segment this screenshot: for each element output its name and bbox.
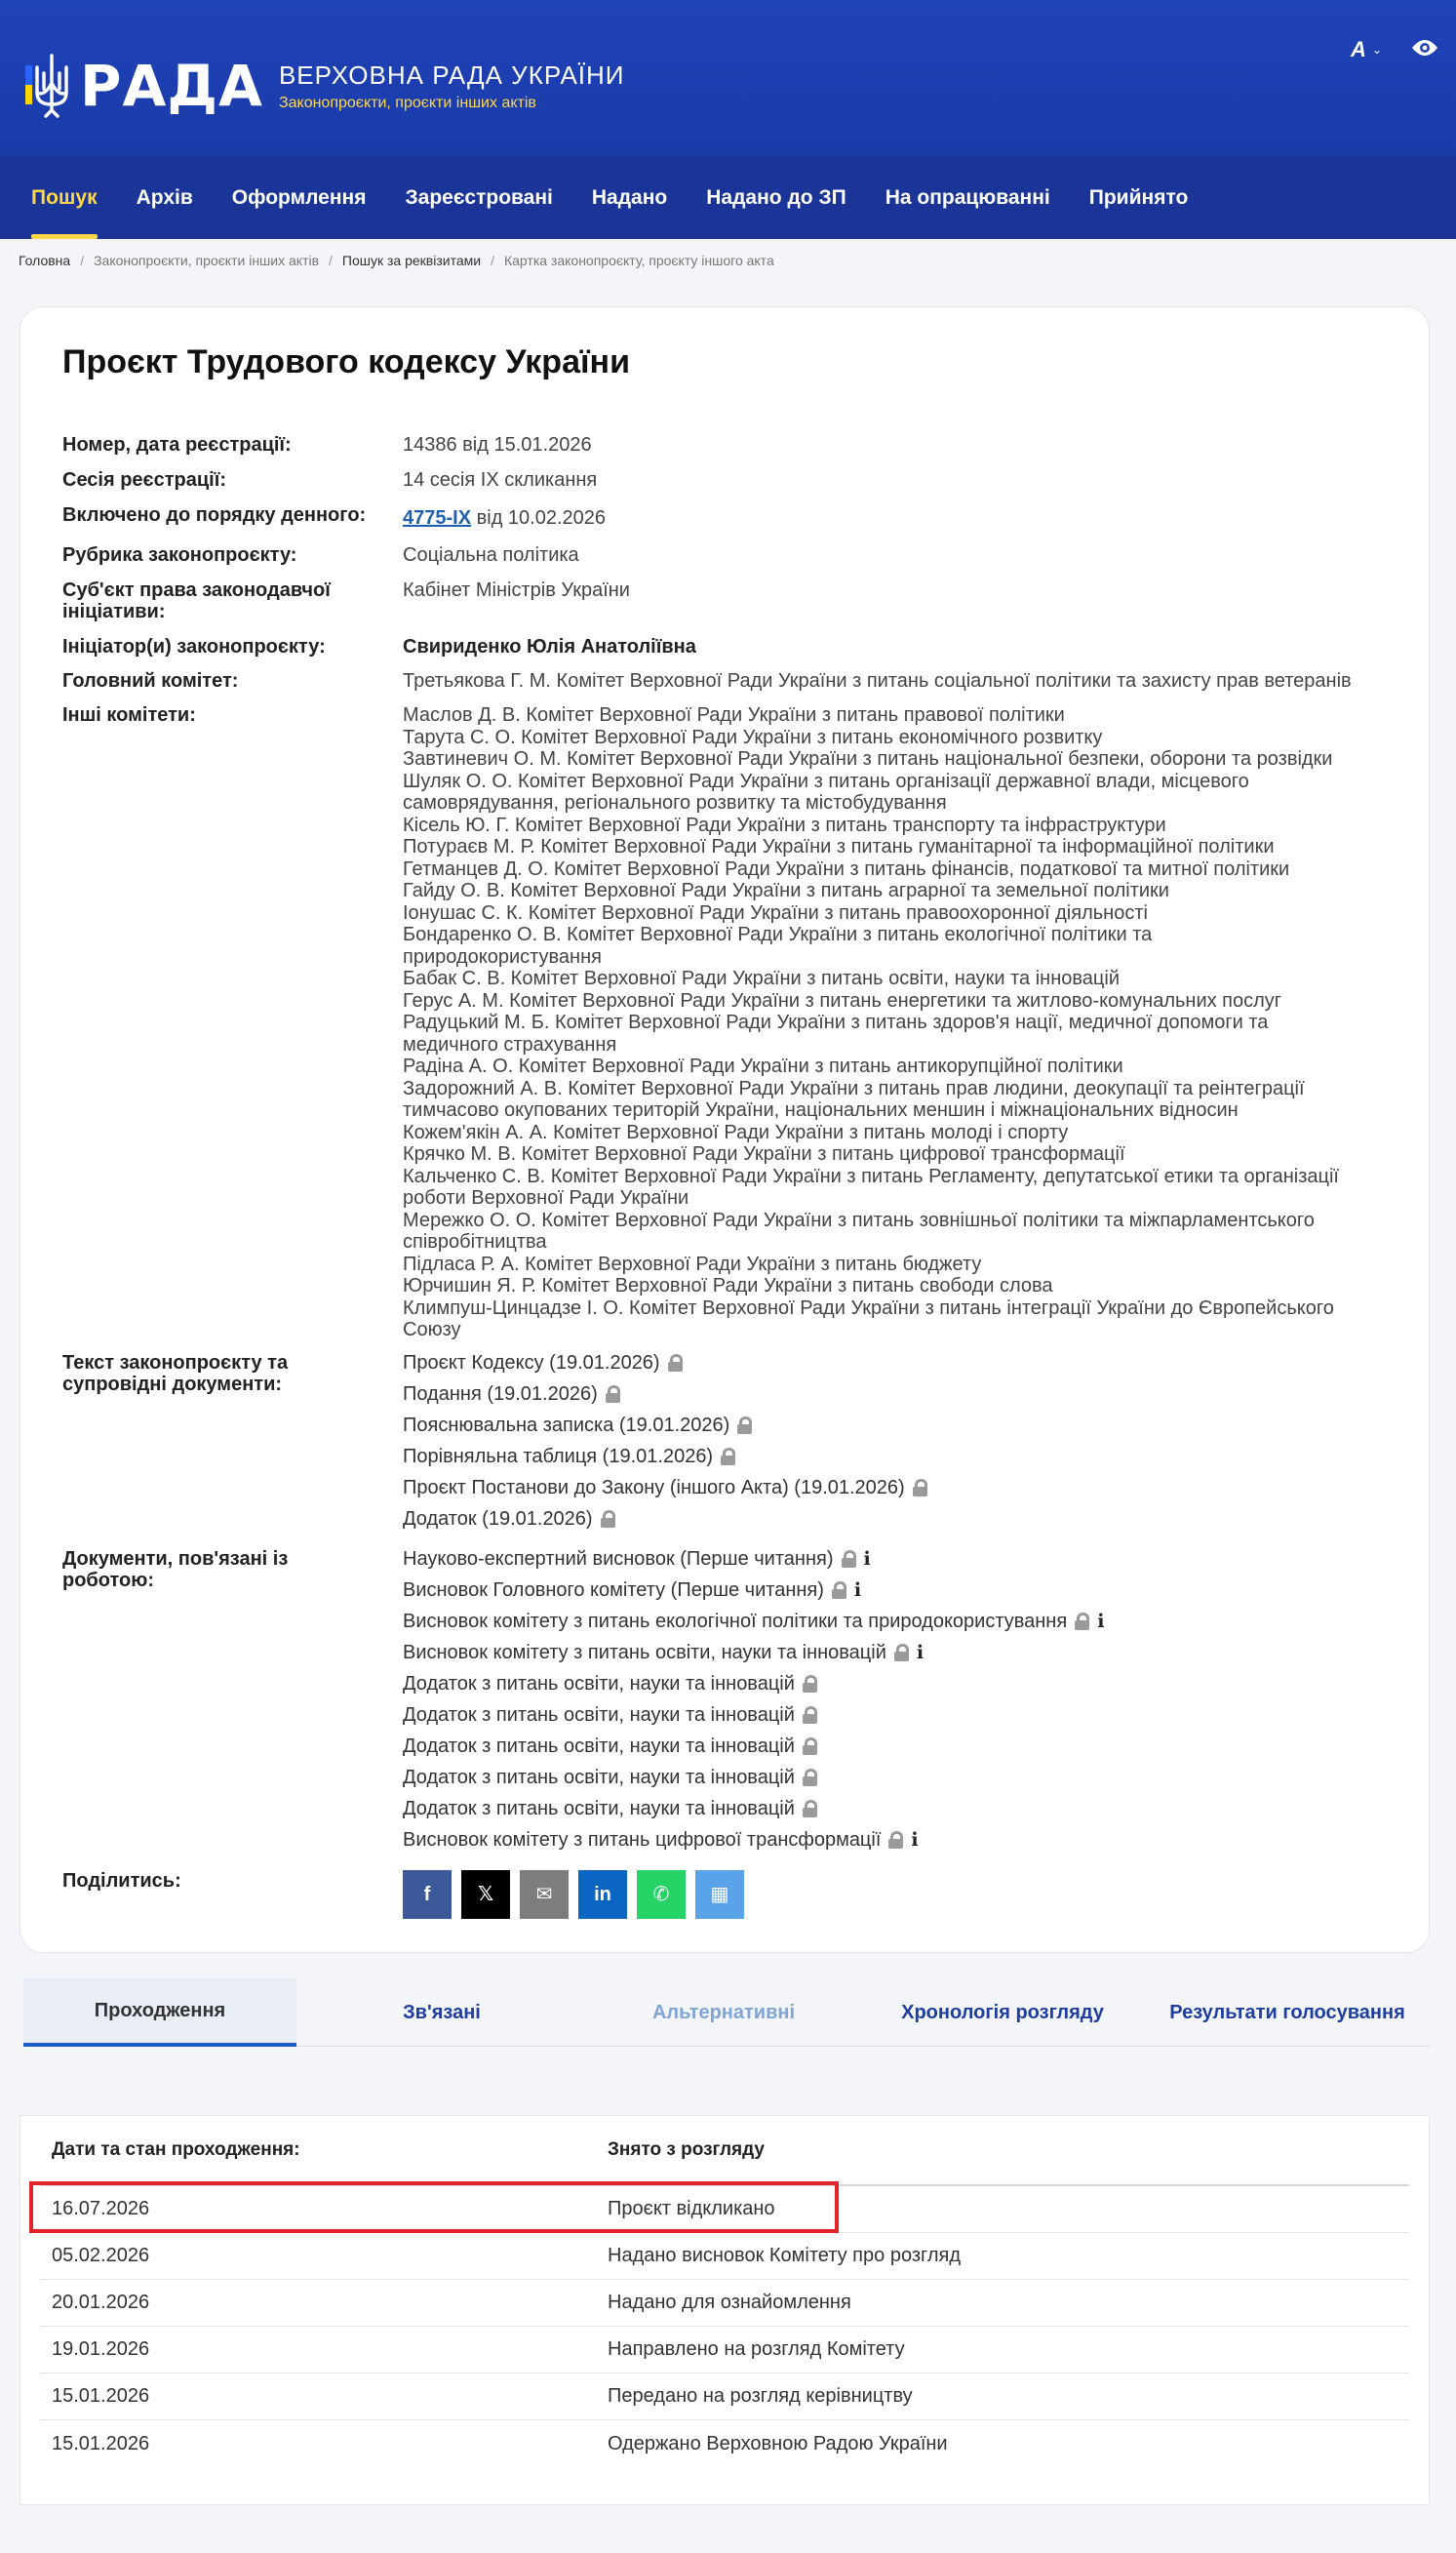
site-logo[interactable]	[25, 54, 624, 118]
row-status: Надано висновок Комітету про розгляд	[608, 2245, 962, 2266]
doc-link-label: Пояснювальна записка (19.01.2026)	[403, 1415, 730, 1436]
bill-card	[20, 306, 1430, 1953]
doc-link[interactable]	[403, 1347, 1407, 1378]
row-status: Направлено на розгляд Комітету	[608, 2338, 905, 2360]
row-date: 15.01.2026	[52, 2432, 150, 2454]
session-row	[62, 469, 1407, 491]
row-date: 15.01.2026	[52, 2385, 150, 2407]
row-date: 16.07.2026	[52, 2198, 150, 2219]
main-committee-label: Головний комітет:	[62, 670, 239, 692]
committee-line: Підласа Р. А. Комітет Верховної Ради України з питань бюджету	[403, 1253, 982, 1275]
header-tools	[1351, 37, 1438, 62]
reg-value: 14386 від 15.01.2026	[403, 434, 592, 456]
breadcrumb-search[interactable]: Пошук за реквізитами	[341, 253, 482, 268]
info-icon[interactable]: i	[1097, 1611, 1105, 1632]
committee-line: природокористування	[403, 945, 602, 968]
committee-line: Шуляк О. О. Комітет Верховної Ради України з питань організації державної влади, місцевого	[403, 770, 1249, 792]
doc-link-label: Додаток (19.01.2026)	[403, 1508, 593, 1530]
doc-link[interactable]	[403, 1472, 1407, 1503]
info-icon[interactable]: i	[853, 1579, 862, 1601]
share-buttons	[403, 1870, 1407, 1919]
lock-icon	[894, 1644, 909, 1661]
work-doc-label: Додаток з питань освіти, науки та інновацій	[403, 1735, 795, 1757]
breadcrumb-separator: /	[329, 253, 333, 268]
nav-item-registered[interactable]: Зареєстровані	[405, 186, 553, 209]
other-committees-row	[62, 704, 1407, 1341]
lock-icon	[832, 1581, 846, 1599]
table-row	[40, 2373, 1409, 2420]
table-header-dates: Дати та стан проходження:	[52, 2139, 300, 2160]
site-subtitle: Законопроєкти, проєкти інших актів	[278, 94, 536, 111]
work-doc-label: Додаток з питань освіти, науки та інновацій	[403, 1767, 795, 1788]
bill-tabs	[23, 1978, 1430, 2047]
site-title: ВЕРХОВНА РАДА УКРАЇНИ	[278, 60, 625, 90]
info-icon[interactable]: i	[911, 1829, 919, 1851]
table-row	[40, 2327, 1409, 2373]
passage-table	[20, 2115, 1430, 2505]
committee-line: Кальченко С. В. Комітет Верховної Ради України з питань Регламенту, депутатської етики та організації	[403, 1165, 1339, 1187]
work-doc-link[interactable]	[403, 1824, 1407, 1855]
work-doc-label: Додаток з питань освіти, науки та інновацій	[403, 1673, 795, 1695]
subject-value: Кабінет Міністрів України	[403, 579, 630, 601]
committee-line: самоврядування, регіонального розвитку та містобудування	[403, 792, 947, 814]
committee-line: Климпуш-Цинцадзе І. О. Комітет Верховної Ради України з питань інтеграції України до Європейського	[403, 1296, 1334, 1319]
lock-icon	[668, 1354, 683, 1372]
tab-alternative: Альтернативні	[651, 2001, 796, 2023]
linkedin-icon[interactable]: in	[578, 1870, 627, 1919]
committee-line: медичного страхування	[403, 1033, 617, 1056]
table-row	[40, 2233, 1409, 2280]
texts-list	[403, 1347, 1407, 1535]
committee-line: Маслов Д. В. Комітет Верховної Ради України з питань правової політики	[403, 704, 1065, 726]
lock-icon	[803, 1706, 817, 1724]
doc-link[interactable]	[403, 1378, 1407, 1410]
other-committees-label: Інші комітети:	[62, 704, 196, 726]
work-doc-link[interactable]	[403, 1575, 1407, 1606]
doc-link-label: Подання (19.01.2026)	[403, 1383, 598, 1405]
logo-word: РАДА	[80, 53, 263, 119]
breadcrumb-home[interactable]: Головна	[19, 253, 71, 268]
committee-line: Потураєв М. Р. Комітет Верховної Ради України з питань гуманітарної та інформаційної політики	[403, 836, 1275, 858]
table-row	[40, 2186, 1409, 2233]
nav-item-in-processing[interactable]: На опрацюванні	[885, 186, 1050, 209]
work-doc-label: Висновок комітету з питань цифрової трансформації	[403, 1829, 882, 1851]
doc-link[interactable]	[403, 1503, 1407, 1535]
committee-line: Тарута С. О. Комітет Верховної Ради України з питань економічного розвитку	[403, 726, 1103, 748]
font-size-label: A	[1351, 37, 1366, 61]
work-docs-list	[403, 1543, 1407, 1855]
main-committee-value: Третьякова Г. М. Комітет Верховної Ради України з питань соціальної політики та захисту прав ветеранів	[403, 670, 1352, 692]
qr-code-icon[interactable]: ▦	[695, 1870, 744, 1919]
work-docs-label: Документи, пов'язані із роботою:	[62, 1548, 289, 1591]
other-committees-list	[403, 704, 1407, 1341]
work-doc-label: Висновок комітету з питань освіти, науки та інновацій	[403, 1642, 886, 1663]
committee-line: Іонушас С. К. Комітет Верховної Ради України з питань правоохоронної діяльності	[403, 901, 1148, 924]
committee-line: співробітництва	[403, 1231, 547, 1253]
initiator-value[interactable]: Свириденко Юлія Анатоліївна	[403, 636, 696, 658]
breadcrumb	[19, 253, 774, 268]
font-size-toggle[interactable]	[1351, 37, 1382, 62]
committee-line: Союзу	[403, 1319, 461, 1340]
agenda-value	[403, 504, 1407, 529]
committee-line: Радіна А. О. Комітет Верховної Ради України з питань антикорупційної політики	[403, 1056, 1123, 1077]
texts-row	[62, 1352, 1407, 1535]
share-label: Поділитись:	[62, 1870, 181, 1892]
work-doc-link[interactable]	[403, 1668, 1407, 1699]
site-header	[0, 0, 1456, 157]
row-date: 20.01.2026	[52, 2292, 150, 2313]
lock-icon	[1075, 1613, 1089, 1630]
info-icon[interactable]: i	[916, 1642, 925, 1663]
breadcrumb-bills[interactable]: Законопроєкти, проєкти інших актів	[94, 253, 320, 268]
rubric-label: Рубрика законопроєкту:	[62, 544, 297, 566]
breadcrumb-separator: /	[491, 253, 494, 268]
work-doc-label: Науково-експертний висновок (Перше читання)	[403, 1548, 834, 1570]
share-row	[62, 1870, 1407, 1919]
committee-line: Крячко М. В. Комітет Верховної Ради України з питань цифрової трансформації	[403, 1143, 1125, 1165]
work-doc-label: Додаток з питань освіти, науки та інновацій	[403, 1704, 795, 1726]
work-doc-link[interactable]	[403, 1731, 1407, 1762]
nav-item-provided-zp[interactable]: Надано до ЗП	[706, 186, 846, 209]
nav-item-formalization[interactable]: Оформлення	[231, 186, 367, 209]
committee-line: роботи Верховної Ради України	[403, 1187, 689, 1209]
lock-icon	[803, 1769, 817, 1786]
committee-line: Кісель Ю. Г. Комітет Верховної Ради України з питань транспорту та інфраструктури	[403, 814, 1166, 836]
row-status: Надано для ознайомлення	[608, 2292, 851, 2313]
tab-related[interactable]: Зв'язані	[403, 2001, 481, 2023]
email-icon[interactable]: ✉	[520, 1870, 569, 1919]
work-docs-row	[62, 1548, 1407, 1855]
session-label: Сесія реєстрації:	[62, 469, 226, 491]
rubric-value: Соціальна політика	[403, 544, 579, 566]
page-title: Проєкт Трудового кодексу України	[62, 343, 630, 380]
agenda-row	[62, 504, 1407, 529]
lock-icon	[721, 1448, 735, 1465]
lock-icon	[601, 1510, 615, 1528]
main-navigation	[0, 157, 1456, 239]
committee-line: Мережко О. О. Комітет Верховної Ради України з питань зовнішньої політики та міжпарламентського	[403, 1209, 1315, 1231]
committee-line: Радуцький М. Б. Комітет Верховної Ради України з питань здоров'я нації, медичної допомоги та	[403, 1012, 1269, 1033]
work-doc-link[interactable]	[403, 1637, 1407, 1668]
committee-line: Юрчишин Я. Р. Комітет Верховної Ради України з питань свободи слова	[403, 1275, 1053, 1296]
work-doc-link[interactable]	[403, 1606, 1407, 1637]
table-row	[40, 2280, 1409, 2327]
lock-icon	[888, 1831, 903, 1849]
work-doc-link[interactable]	[403, 1793, 1407, 1824]
work-doc-label: Висновок комітету з питань екологічної політики та природокористування	[403, 1611, 1068, 1632]
tab-passage[interactable]: Проходження	[23, 1978, 296, 2047]
committee-line: тимчасово окупованих територій України, національних меншин і міжнаціональних відносин	[403, 1099, 1239, 1121]
work-doc-label: Додаток з питань освіти, науки та інновацій	[403, 1798, 795, 1819]
breadcrumb-separator: /	[80, 253, 85, 268]
tab-voting-results[interactable]: Результати голосування	[1169, 2001, 1405, 2023]
nav-item-provided[interactable]: Надано	[591, 186, 668, 209]
lock-icon	[803, 1737, 817, 1755]
lock-icon	[737, 1416, 752, 1434]
row-date: 19.01.2026	[52, 2338, 150, 2360]
rubric-row	[62, 544, 1407, 566]
committee-line: Бондаренко О. В. Комітет Верховної Ради України з питань екологічної політики та	[403, 924, 1153, 945]
session-value: 14 сесія IX скликання	[403, 469, 598, 491]
committee-line: Бабак С. В. Комітет Верховної Ради України з питань освіти, науки та інновацій	[403, 968, 1120, 989]
reg-row	[62, 434, 1407, 456]
nav-item-archive[interactable]: Архів	[136, 186, 193, 209]
doc-link[interactable]	[403, 1410, 1407, 1441]
committee-line: Гайду О. В. Комітет Верховної Ради України з питань аграрної та земельної політики	[403, 880, 1169, 901]
info-icon[interactable]: i	[863, 1548, 871, 1570]
lock-icon	[842, 1550, 856, 1568]
facebook-icon[interactable]: f	[403, 1870, 452, 1919]
doc-link[interactable]	[403, 1441, 1407, 1472]
logo-text	[279, 60, 625, 112]
agenda-date: від 10.02.2026	[471, 507, 607, 529]
row-status: Проєкт відкликано	[608, 2198, 775, 2219]
nav-item-adopted[interactable]: Прийнято	[1088, 186, 1189, 209]
doc-link-label: Проєкт Постанови до Закону (іншого Акта) (19.01.2026)	[403, 1477, 905, 1498]
agenda-label: Включено до порядку денного:	[62, 504, 367, 526]
texts-label: Текст законопроєкту та супровідні документи:	[62, 1352, 289, 1395]
table-header-status: Знято з розгляду	[608, 2139, 765, 2160]
nav-item-search[interactable]: Пошук	[18, 157, 111, 239]
trident-icon	[25, 54, 70, 118]
tab-chronology[interactable]: Хронологія розгляду	[901, 2001, 1104, 2023]
lock-icon	[803, 1800, 817, 1817]
chevron-down-icon: ⌄	[1371, 43, 1382, 57]
committee-line: Завтиневич О. М. Комітет Верховної Ради України з питань національної безпеки, оборони та розвідки	[403, 748, 1333, 770]
subject-row	[62, 579, 1407, 622]
committee-line: Задорожний А. В. Комітет Верховної Ради України з питань прав людини, деокупації та реінтеграції	[403, 1077, 1305, 1099]
work-doc-label: Висновок Головного комітету (Перше читання)	[403, 1579, 824, 1601]
x-icon[interactable]: 𝕏	[461, 1870, 510, 1919]
row-status: Одержано Верховною Радою України	[608, 2432, 948, 2454]
committee-line: Кожем'якін А. А. Комітет Верховної Ради України з питань молоді і спорту	[403, 1121, 1069, 1143]
initiator-label: Ініціатор(и) законопроєкту:	[62, 636, 326, 658]
committee-line: Гетманцев Д. О. Комітет Верховної Ради України з питань фінансів, податкової та митної політики	[403, 858, 1290, 880]
committee-line: Герус А. М. Комітет Верховної Ради України з питань енергетики та житлово-комунальних послуг	[403, 989, 1282, 1012]
breadcrumb-current: Картка законопроєкту, проєкту іншого акта	[503, 253, 774, 268]
doc-link-label: Порівняльна таблиця (19.01.2026)	[403, 1446, 714, 1467]
subject-label: Суб'єкт права законодавчої ініціативи:	[62, 579, 331, 622]
lock-icon	[606, 1385, 620, 1403]
whatsapp-icon[interactable]: ✆	[637, 1870, 686, 1919]
lock-icon	[803, 1675, 817, 1693]
work-doc-link[interactable]	[403, 1699, 1407, 1731]
doc-link-label: Проєкт Кодексу (19.01.2026)	[403, 1352, 660, 1374]
table-header	[40, 2116, 1409, 2186]
main-committee-row	[62, 670, 1407, 692]
row-status: Передано на розгляд керівництву	[608, 2385, 913, 2407]
initiator-row	[62, 636, 1407, 658]
work-doc-link[interactable]	[403, 1762, 1407, 1793]
lock-icon	[913, 1479, 927, 1496]
table-row	[40, 2420, 1409, 2467]
reg-label: Номер, дата реєстрації:	[62, 434, 292, 456]
work-doc-link[interactable]	[403, 1543, 1407, 1575]
eye-icon[interactable]	[1411, 38, 1438, 62]
agenda-link[interactable]: 4775-IX	[403, 507, 472, 529]
row-date: 05.02.2026	[52, 2245, 150, 2266]
